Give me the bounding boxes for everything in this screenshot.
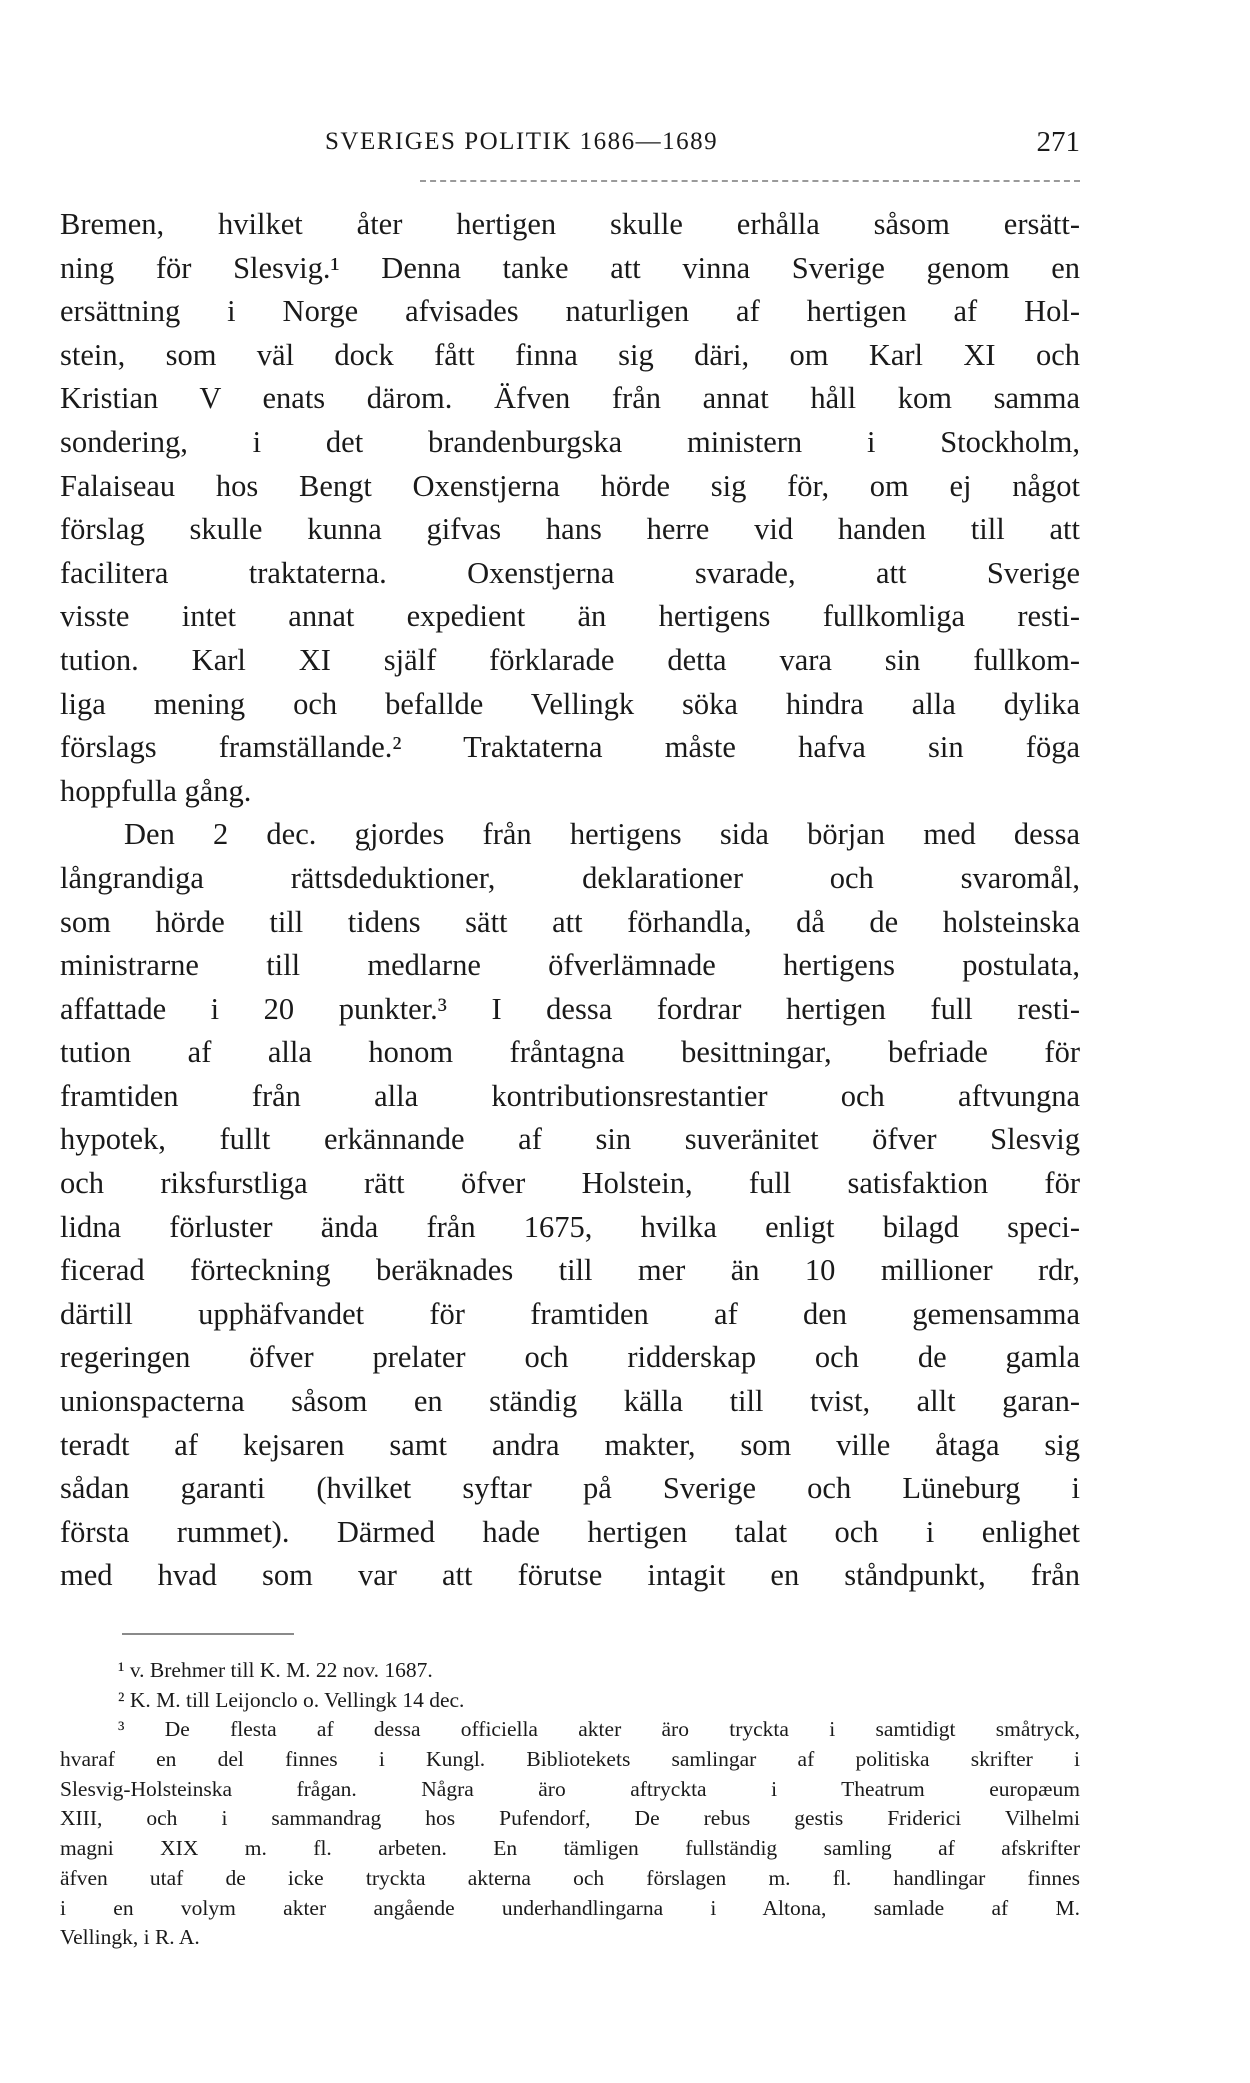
body-text	[60, 203, 1080, 1598]
footnotes	[60, 1656, 1080, 1953]
body-line: teradt af kejsaren samt andra makter, som ville åtaga sig	[60, 1427, 1080, 1462]
body-line: första rummet). Därmed hade hertigen talat och i enlighet	[60, 1514, 1080, 1549]
footnote-rule	[122, 1633, 294, 1635]
header-rule	[420, 180, 1080, 182]
body-line: facilitera traktaterna. Oxenstjerna svarade, att Sverige	[60, 555, 1080, 590]
body-line: sådan garanti (hvilket syftar på Sverige och Lüneburg i	[60, 1471, 1080, 1506]
footnote-line: XIII, och i sammandrag hos Pufendorf, De rebus gestis Friderici Vilhelmi	[60, 1806, 1080, 1831]
body-line: tution af alla honom fråntagna besittningar, befriade för	[60, 1035, 1080, 1070]
body-line: långrandiga rättsdeduktioner, deklarationer och svaromål,	[60, 860, 1080, 895]
footnote-3: ³ De flesta af dessa officiella akter äro tryckta i samtidigt småtryck,	[118, 1717, 1080, 1742]
body-line: unionspacterna såsom en ständig källa till tvist, allt garan-	[60, 1384, 1080, 1419]
running-title: SVERIGES POLITIK 1686—1689	[325, 128, 719, 155]
body-line: ministrarne till medlarne öfverlämnade hertigens postulata,	[60, 948, 1080, 983]
footnote-1: ¹ v. Brehmer till K. M. 22 nov. 1687.	[118, 1658, 433, 1682]
body-line: förslags framställande.² Traktaterna måste hafva sin föga	[60, 730, 1080, 765]
body-line: ficerad förteckning beräknades till mer än 10 millioner rdr,	[60, 1253, 1080, 1288]
footnote-line: Slesvig-Holsteinska frågan. Några äro aftryckta i Theatrum europæum	[60, 1776, 1080, 1801]
body-line: därtill upphäfvandet för framtiden af den gemensamma	[60, 1296, 1080, 1331]
body-line: regeringen öfver prelater och ridderskap och de gamla	[60, 1340, 1080, 1375]
paragraph-start-line: Den 2 dec. gjordes från hertigens sida början med dessa	[124, 817, 1080, 852]
body-line: hypotek, fullt erkännande af sin suveränitet öfver Slesvig	[60, 1122, 1080, 1157]
body-line: förslag skulle kunna gifvas hans herre vid handen till att	[60, 512, 1080, 547]
body-line: och riksfurstliga rätt öfver Holstein, full satisfaktion för	[60, 1166, 1080, 1201]
book-page	[60, 0, 1080, 2083]
footnote-line: äfven utaf de icke tryckta akterna och förslagen m. fl. handlingar finnes	[60, 1865, 1080, 1890]
body-line: med hvad som var att förutse intagit en ståndpunkt, från	[60, 1558, 1080, 1593]
footnote-line: i en volym akter angående underhandlingarna i Altona, samlade af M.	[60, 1895, 1080, 1920]
body-line: tution. Karl XI själf förklarade detta vara sin fullkom-	[60, 642, 1080, 677]
body-line: Bremen, hvilket åter hertigen skulle erhålla såsom ersätt-	[60, 207, 1080, 241]
body-line: ning för Slesvig.¹ Denna tanke att vinna Sverige genom en	[60, 250, 1080, 285]
footnote-line: hvaraf en del finnes i Kungl. Bibliotekets samlingar af politiska skrifter i	[60, 1747, 1080, 1772]
body-line: visste intet annat expedient än hertigens fullkomliga resti-	[60, 599, 1080, 634]
body-line: Falaiseau hos Bengt Oxenstjerna hörde sig för, om ej något	[60, 468, 1080, 503]
body-line: stein, som väl dock fått finna sig däri, om Karl XI och	[60, 337, 1080, 372]
body-line: som hörde till tidens sätt att förhandla, då de holsteinska	[60, 904, 1080, 939]
body-line: Kristian V enats därom. Äfven från annat håll kom samma	[60, 381, 1080, 416]
footnote-line: Vellingk, i R. A.	[60, 1925, 200, 1950]
body-line: framtiden från alla kontributionsrestantier och aftvungna	[60, 1078, 1080, 1113]
body-line: ersättning i Norge afvisades naturligen af hertigen af Hol-	[60, 294, 1080, 329]
body-line: liga mening och befallde Vellingk söka hindra alla dylika	[60, 686, 1080, 721]
body-line: hoppfulla gång.	[60, 773, 252, 808]
footnote-line: magni XIX m. fl. arbeten. En tämligen fullständig samling af afskrifter	[60, 1836, 1080, 1861]
body-line: lidna förluster ända från 1675, hvilka enligt bilagd speci-	[60, 1209, 1080, 1244]
running-head	[60, 128, 1080, 168]
body-line: sondering, i det brandenburgska ministern i Stockholm,	[60, 424, 1080, 459]
page-number: 271	[1036, 126, 1080, 158]
footnote-2: ² K. M. till Leijonclo o. Vellingk 14 dec.	[118, 1687, 465, 1712]
body-line: affattade i 20 punkter.³ I dessa fordrar hertigen full resti-	[60, 991, 1080, 1026]
